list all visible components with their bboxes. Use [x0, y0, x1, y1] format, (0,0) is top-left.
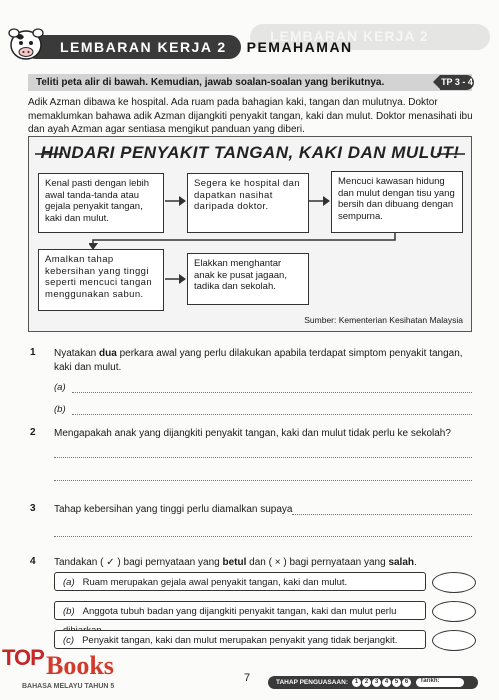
answer-oval-a[interactable]: [432, 572, 476, 593]
answer-line-3b[interactable]: [54, 536, 472, 537]
statement-b: (b) Anggota tubuh badan yang dijangkiti penyakit tangan, kaki dan mulut perlu: [54, 601, 426, 620]
flowchart-poster: [28, 136, 472, 332]
flow-box-4: Amalkan tahap kebersihan yang tinggi seperti mencuci tangan menggunakan sabun.: [38, 249, 164, 311]
flow-box-5: Elakkan menghantar anak ke pusat jagaan, tadika dan sekolah.: [187, 253, 309, 305]
answer-line-2a[interactable]: [54, 457, 472, 458]
question-4-text: Tandakan ( ✓ ) bagi pernyataan yang betul dan ( × ) bagi pernyataan yang salah.: [54, 557, 417, 568]
question-1-number: 1: [30, 347, 36, 358]
arrow-right-icon: [165, 273, 187, 285]
level-2[interactable]: 2: [362, 678, 371, 687]
question-2-number: 2: [30, 427, 36, 438]
arrow-right-icon: [165, 195, 187, 207]
mastery-level-bar: [268, 676, 478, 689]
level-6[interactable]: 6: [402, 678, 411, 687]
date-field[interactable]: Tarikh:: [416, 678, 464, 687]
question-4-number: 4: [30, 556, 36, 567]
level-4[interactable]: 4: [382, 678, 391, 687]
poster-source: Sumber: Kementerian Kesihatan Malaysia: [304, 315, 463, 325]
instruction-text: Teliti peta alir di bawah. Kemudian, jawab soalan-soalan yang berikutnya.: [36, 77, 385, 88]
answer-label-a: (a): [54, 382, 66, 393]
question-3-text: Tahap kebersihan yang tinggi perlu diamalkan supaya: [54, 504, 293, 515]
question-2-text: Mengapakah anak yang dijangkiti penyakit tangan, kaki dan mulut tidak perlu ke sekolah?: [54, 428, 451, 439]
worksheet-title: LEMBARAN KERJA 2: [24, 35, 241, 59]
flow-box-2: Segera ke hospital dan dapatkan nasihat daripada doktor.: [187, 173, 309, 233]
mastery-level-dots: [352, 678, 412, 687]
intro-paragraph: Adik Azman dibawa ke hospital. Ada ruam pada bahagian kaki, tangan dan mulutnya. Doktor memaklumkan bahawa adik Azman dijangkiti penyakit tangan, kaki dan mulut. Doktor menasihati ibu dan ayah Azman agar sentiasa mengikut panduan yang diberi.: [28, 97, 473, 135]
level-1[interactable]: 1: [352, 678, 361, 687]
watermark-books: Books: [46, 651, 114, 680]
flow-box-3: Mencuci kawasan hidung dan mulut dengan tisu yang bersih dan dibuang dengan sempurna.: [331, 171, 463, 233]
worksheet-header: [24, 35, 353, 59]
statement-c: (c) Penyakit tangan, kaki dan mulut merupakan penyakit yang tidak berjangkit.: [54, 630, 426, 649]
answer-oval-b[interactable]: [432, 601, 476, 622]
footer-subject: BAHASA MELAYU TAHUN 5: [22, 683, 115, 690]
question-3-number: 3: [30, 503, 36, 514]
statement-a: (a) Ruam merupakan gejala awal penyakit tangan, kaki dan mulut.: [54, 572, 426, 591]
instruction-bar: [28, 74, 472, 91]
level-3[interactable]: 3: [372, 678, 381, 687]
topbooks-watermark-logo: [2, 645, 162, 685]
answer-label-b: (b): [54, 404, 66, 415]
flow-box-1: Kenal pasti dengan lebih awal tanda-tanda atau gejala penyakit tangan, kaki dan mulut.: [38, 173, 164, 233]
worksheet-subtitle: PEMAHAMAN: [246, 39, 353, 55]
cow-mascot-icon: [6, 23, 46, 65]
answer-line-1a[interactable]: [72, 392, 472, 393]
poster-title: HINDARI PENYAKIT TANGAN, KAKI DAN MULUT!: [40, 143, 460, 162]
tp-badge: TP 3 - 4: [440, 75, 474, 90]
answer-line-1b[interactable]: [72, 414, 472, 415]
level-5[interactable]: 5: [392, 678, 401, 687]
page-number: 7: [244, 672, 251, 684]
ghost-header-text: LEMBARAN KERJA 2: [270, 28, 429, 44]
answer-oval-c[interactable]: [432, 630, 476, 651]
question-1-text: Nyatakan dua perkara awal yang perlu dilakukan apabila terdapat simptom penyakit tangan, kaki dan mulut.: [54, 348, 463, 373]
watermark-top: TOP: [2, 645, 44, 670]
answer-line-2b[interactable]: [54, 480, 472, 481]
mastery-label: TAHAP PENGUASAAN:: [276, 679, 348, 686]
connector-arrow-icon: [89, 232, 399, 252]
arrow-right-icon: [309, 195, 331, 207]
answer-line-3a[interactable]: [292, 514, 472, 515]
